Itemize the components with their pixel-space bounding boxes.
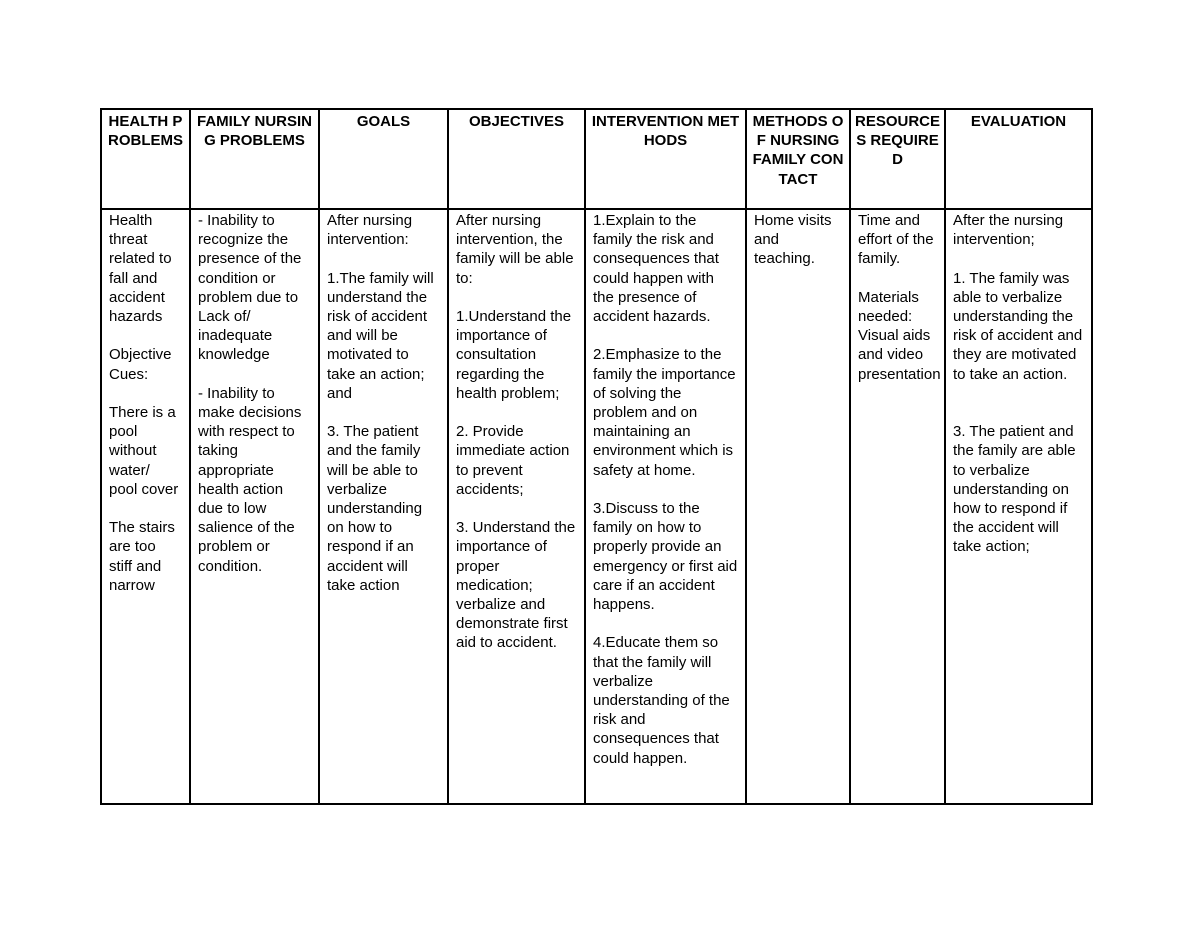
header-evaluation: EVALUATION xyxy=(945,109,1092,209)
header-resources-required: RESOURCES REQUIRED xyxy=(850,109,945,209)
cell-family-nursing-problems xyxy=(190,209,319,804)
cell-intervention-methods-text: 1.Explain to the family the risk and consequences that could happen with the presence of accident hazards. 2.Emphasize to the family the importance of solving the problem and on maintaining an environment which is safety at home. 3.Discuss to the family on how to properly provide an emergency or first aid care if an accident happens. 4.Educate them so that the family will verbalize understanding of the risk and consequences that could happen. xyxy=(593,212,738,767)
cell-evaluation xyxy=(945,209,1092,804)
cell-health-problems-text: Health threat related to fall and accident hazards Objective Cues: There is a pool without water/ pool cover The stairs are too stiff and narrow xyxy=(109,212,179,594)
cell-intervention-methods xyxy=(585,209,746,804)
cell-evaluation-text: After the nursing intervention; 1. The family was able to verbalize understanding the risk of accident and they are motivated to take an action. 3. The patient and the family are able to verbalize understanding on how to respond if the accident will take action; xyxy=(953,212,1083,556)
cell-objectives-text: After nursing intervention, the family will be able to: 1.Understand the importance of consultation regarding the health problem; 2. Provide immediate action to prevent accidents; 3. Understand the importance of proper medication; verbalize and demonstrate first aid to accident. xyxy=(456,212,576,652)
header-health-problems: HEALTH PROBLEMS xyxy=(101,109,190,209)
cell-goals xyxy=(319,209,448,804)
header-methods-of-contact: METHODS OF NURSING FAMILY CONTACT xyxy=(746,109,850,209)
cell-family-nursing-problems-text: - Inability to recognize the presence of the condition or problem due to Lack of/ inadequate knowledge - Inability to make decisions with respect to taking appropriate health action due to low salience of the problem or condition. xyxy=(198,212,302,575)
cell-resources-required-text: Time and effort of the family. Materials needed: Visual aids and video presentation xyxy=(858,212,941,383)
cell-resources-required xyxy=(850,209,945,804)
cell-methods-of-contact xyxy=(746,209,850,804)
cell-health-problems xyxy=(101,209,190,804)
header-row xyxy=(101,109,1092,209)
cell-methods-of-contact-text: Home visits and teaching. xyxy=(754,212,832,268)
nursing-care-plan-table xyxy=(100,108,1093,805)
cell-objectives xyxy=(448,209,585,804)
header-goals: GOALS xyxy=(319,109,448,209)
cell-goals-text: After nursing intervention: 1.The family will understand the risk of accident and will be motivated to take an action; and 3. The patient and the family will be able to verbalize understanding on how to respond if an accident will take action xyxy=(327,212,434,594)
table-row xyxy=(101,209,1092,804)
header-objectives: OBJECTIVES xyxy=(448,109,585,209)
header-family-nursing-problems: FAMILY NURSING PROBLEMS xyxy=(190,109,319,209)
header-intervention-methods: INTERVENTION METHODS xyxy=(585,109,746,209)
